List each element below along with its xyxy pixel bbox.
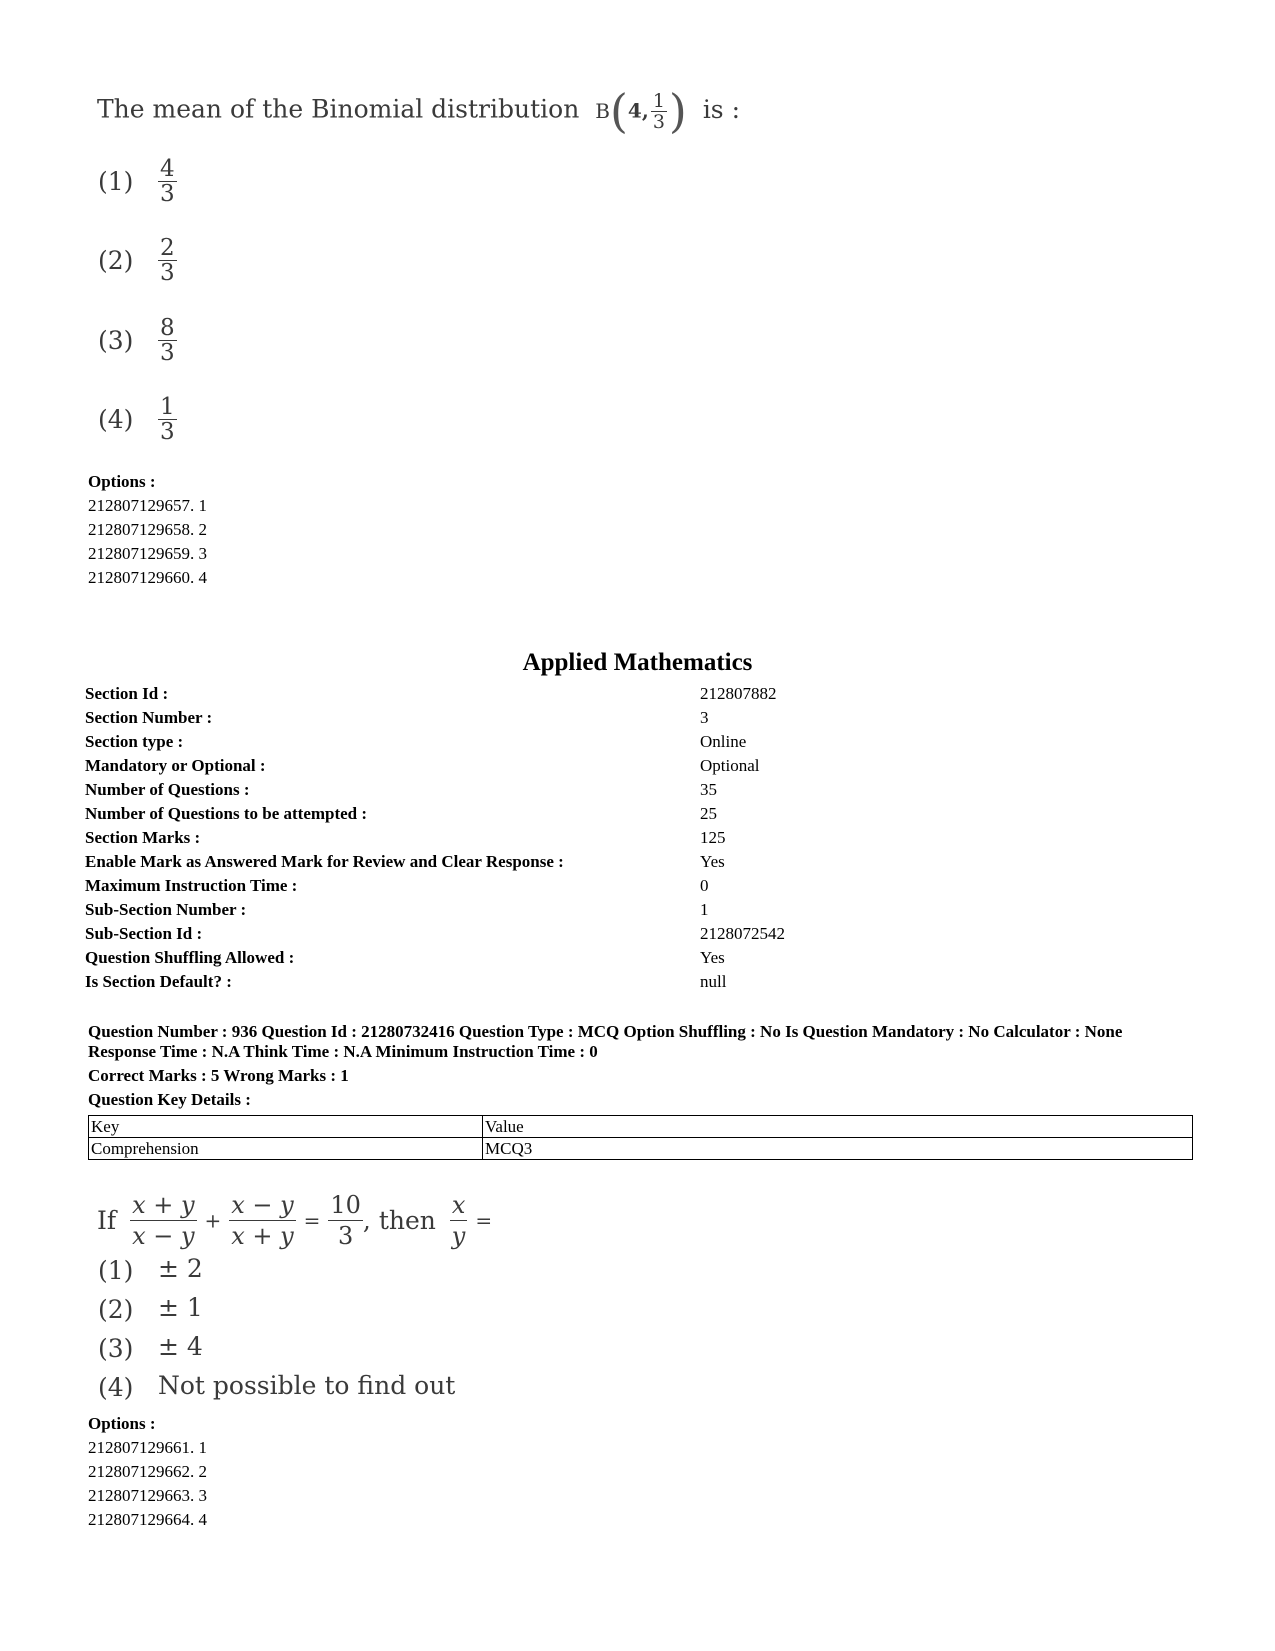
binomial-fn: B (595, 98, 610, 123)
stem-fraction-2 (229, 1190, 295, 1251)
stem-fraction-1 (130, 1190, 196, 1251)
choice-text: ± 2 (158, 1254, 203, 1283)
right-paren: ) (668, 84, 687, 138)
info-key: Section Number : (85, 708, 213, 727)
fraction-num: x + y (132, 1191, 195, 1219)
info-value: 2128072542 (700, 924, 785, 943)
info-value: 3 (700, 708, 709, 727)
fraction-den: 3 (160, 340, 175, 366)
info-key: Maximum Instruction Time : (85, 876, 298, 895)
info-value: 0 (700, 876, 709, 895)
fraction-num: x (451, 1191, 466, 1219)
stem-equals: = (303, 1208, 321, 1233)
question2-meta-line2: Response Time : N.A Think Time : N.A Minimum Instruction Time : 0 (88, 1042, 598, 1061)
binomial-p-den: 3 (652, 110, 665, 133)
section-info-row (85, 876, 1185, 900)
choice-label: (3) (98, 326, 134, 355)
info-value: Online (700, 732, 747, 751)
stem-equals-2: = (475, 1208, 493, 1233)
stem-if: If (97, 1206, 117, 1235)
fraction-num: 4 (160, 156, 175, 182)
section-info-row (85, 924, 1185, 948)
choice-label: (2) (98, 246, 134, 275)
stem-fraction-3 (328, 1190, 363, 1251)
info-value: 25 (700, 804, 717, 823)
question1-stem-text: The mean of the Binomial distribution (97, 94, 580, 124)
info-key: Section Marks : (85, 828, 201, 847)
question1-option-2: 212807129658. 2 (88, 520, 207, 539)
binomial-p-num: 1 (652, 89, 665, 112)
choice-fraction (158, 316, 177, 365)
stem-fraction-4 (450, 1190, 468, 1251)
choice-label: (4) (98, 405, 134, 434)
info-key: Section type : (85, 732, 184, 751)
table-cell-value: MCQ3 (483, 1138, 1193, 1160)
section-info-row (85, 732, 1185, 756)
choice-label: (3) (98, 1334, 134, 1363)
section-info-row (85, 852, 1185, 876)
info-key: Question Shuffling Allowed : (85, 948, 295, 967)
question2-option-4: 212807129664. 4 (88, 1510, 207, 1529)
fraction-den: 3 (160, 181, 175, 207)
question2-meta (88, 1022, 1218, 1062)
question2-meta-line1: Question Number : 936 Question Id : 21280732416 Question Type : MCQ Option Shuffling : No Is Question Mandatory : No Calculator : None (88, 1022, 1123, 1041)
fraction-den: x − y (132, 1222, 195, 1250)
choice-label: (4) (98, 1373, 134, 1402)
section-info-row (85, 780, 1185, 804)
question1-option-3: 212807129659. 3 (88, 544, 207, 563)
choice-text: Not possible to find out (158, 1371, 456, 1400)
choice-fraction (158, 157, 177, 206)
table-header-value: Value (483, 1116, 1193, 1138)
section-info-row (85, 948, 1185, 972)
section-info-row (85, 708, 1185, 732)
info-value: Yes (700, 852, 725, 871)
choice-fraction (158, 395, 177, 444)
stem-then: , then (362, 1206, 436, 1235)
fraction-den: 3 (160, 260, 175, 286)
question2-stem (97, 1190, 492, 1251)
stem-plus: + (204, 1208, 222, 1233)
question2-choice-1 (98, 1254, 203, 1285)
question1-stem-suffix: is : (702, 94, 741, 124)
choice-fraction (158, 236, 177, 285)
question2-option-2: 212807129662. 2 (88, 1462, 207, 1481)
question1-choice-1 (98, 157, 177, 206)
info-key: Sub-Section Id : (85, 924, 203, 943)
fraction-num: 10 (330, 1191, 361, 1219)
choice-label: (2) (98, 1295, 134, 1324)
question2-option-1: 212807129661. 1 (88, 1438, 207, 1457)
question1-choice-4 (98, 395, 177, 444)
question-key-table (88, 1115, 1193, 1160)
fraction-num: 1 (160, 394, 175, 420)
info-value: Optional (700, 756, 760, 775)
info-key: Section Id : (85, 684, 169, 703)
info-key: Number of Questions : (85, 780, 250, 799)
question1-option-1: 212807129657. 1 (88, 496, 207, 515)
info-key: Number of Questions to be attempted : (85, 804, 368, 823)
fraction-den: 3 (160, 419, 175, 445)
table-cell-key: Comprehension (89, 1138, 483, 1160)
table-header-key: Key (89, 1116, 483, 1138)
question2-key-details-heading: Question Key Details : (88, 1090, 251, 1109)
fraction-num: 8 (160, 315, 175, 341)
choice-text: ± 4 (158, 1332, 203, 1361)
question2-choice-2 (98, 1293, 203, 1324)
table-header-row (89, 1116, 1193, 1138)
info-key: Sub-Section Number : (85, 900, 247, 919)
choice-text: ± 1 (158, 1293, 203, 1322)
info-value: 1 (700, 900, 709, 919)
question2-options-heading: Options : (88, 1414, 156, 1433)
fraction-den: 3 (338, 1222, 354, 1250)
info-value: 35 (700, 780, 717, 799)
section-info-row (85, 972, 1185, 996)
question2-option-3: 212807129663. 3 (88, 1486, 207, 1505)
info-key: Enable Mark as Answered Mark for Review and Clear Response : (85, 852, 564, 871)
question2-choice-4 (98, 1371, 455, 1402)
question2-marks: Correct Marks : 5 Wrong Marks : 1 (88, 1066, 349, 1085)
fraction-den: y (451, 1222, 466, 1250)
binomial-n: 4, (627, 98, 649, 123)
binomial-p (651, 91, 667, 132)
fraction-num: x − y (231, 1191, 294, 1219)
fraction-den: x + y (231, 1222, 294, 1250)
section-title: Applied Mathematics (522, 649, 753, 676)
question1-choice-3 (98, 316, 177, 365)
question1-choice-2 (98, 236, 177, 285)
section-info-row (85, 684, 1185, 708)
info-value: 212807882 (700, 684, 777, 703)
section-info-row (85, 828, 1185, 852)
section-info-row (85, 804, 1185, 828)
info-value: null (700, 972, 727, 991)
fraction-num: 2 (160, 235, 175, 261)
question1-option-4: 212807129660. 4 (88, 568, 207, 587)
choice-label: (1) (98, 1256, 134, 1285)
choice-label: (1) (98, 167, 134, 196)
info-key: Is Section Default? : (85, 972, 232, 991)
question2-choice-3 (98, 1332, 203, 1363)
info-value: Yes (700, 948, 725, 967)
info-value: 125 (700, 828, 726, 847)
table-row (89, 1138, 1193, 1160)
info-key: Mandatory or Optional : (85, 756, 266, 775)
section-info-row (85, 756, 1185, 780)
left-paren: ( (609, 84, 628, 138)
question1-options-heading: Options : (88, 472, 156, 491)
question1-stem (97, 84, 740, 138)
section-info-row (85, 900, 1185, 924)
